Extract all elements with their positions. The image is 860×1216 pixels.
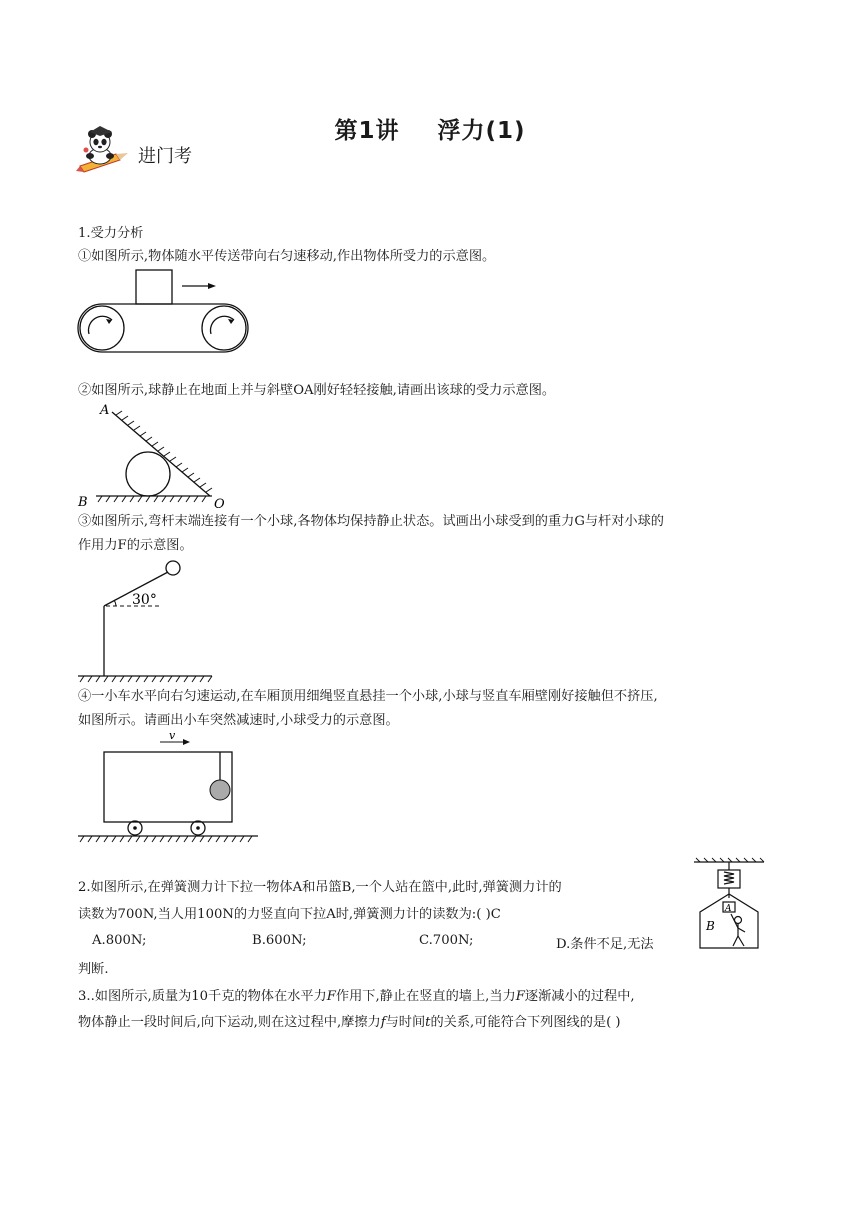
basket-b-label: B: [706, 919, 715, 933]
angle-label: 30°: [132, 592, 157, 608]
q2-text-line1: 2.如图所示,在弹簧测力计下拉一物体A和吊篮B,一个人站在篮中,此时,弹簧测力计的: [78, 880, 562, 895]
q1-part3-text-line1: ③如图所示,弯杆末端连接有一个小球,各物体均保持静止状态。试画出小球受到的重力G与杆对小球的: [78, 514, 664, 529]
q2-text-line3: 判断.: [78, 962, 109, 977]
q3-line1-part-b: 作用下,静止在竖直的墙上,当力: [335, 989, 516, 1004]
q1-part1-text: ①如图所示,物体随水平传送带向右匀速移动,作出物体所受力的示意图。: [78, 249, 496, 264]
q3-line1-part-c: 逐渐减小的过程中,: [524, 989, 635, 1004]
spring-basket-figure: [690, 858, 770, 950]
point-b-label: B: [78, 495, 88, 510]
q3-line2-part-c: 的关系,可能符合下列图线的是( ): [430, 1015, 621, 1030]
force-f-symbol-2: F: [515, 989, 525, 1004]
friction-f-symbol: f: [380, 1015, 386, 1030]
q1-part2-text: ②如图所示,球静止在地面上并与斜壁OA刚好轻轻接触,请画出该球的受力示意图。: [78, 383, 556, 398]
bent-rod-figure: [76, 556, 218, 682]
object-a-label: A: [725, 904, 732, 914]
lecture-number: 第1讲: [334, 118, 400, 144]
panda-mascot-icon: [76, 124, 134, 174]
q3-line2-part-b: 与时间: [385, 1015, 426, 1030]
q3-text-line2: [78, 1013, 621, 1032]
q3-line1-part-a: 3..如图所示,质量为10千克的物体在水平力: [78, 989, 327, 1004]
q1-part3-text-line2: 作用力F的示意图。: [78, 538, 193, 553]
cart-figure: [76, 730, 262, 846]
force-f-symbol: F: [326, 989, 336, 1004]
q2-text-line2: 读数为700N,当人用100N的力竖直向下拉A时,弹簧测力计的读数为:( )C: [78, 907, 501, 922]
time-t-symbol: t: [425, 1015, 431, 1030]
lecture-topic: 浮力(1): [437, 118, 526, 144]
q1-heading: 1.受力分析: [78, 226, 144, 241]
q2-option-c: C.700N;: [419, 933, 474, 948]
conveyor-belt-figure: [76, 268, 252, 356]
q2-option-a: A.800N;: [92, 933, 147, 948]
q2-option-b: B.600N;: [252, 933, 307, 948]
point-o-label: O: [214, 497, 225, 512]
point-a-label: A: [100, 403, 110, 418]
section-label: 进门考: [138, 146, 192, 167]
q3-text-line1: [78, 987, 635, 1006]
ball-slope-figure: [76, 402, 236, 510]
q2-option-d: D.条件不足,无法: [556, 937, 654, 952]
velocity-label: v: [169, 729, 176, 742]
q3-line2-part-a: 物体静止一段时间后,向下运动,则在这过程中,摩擦力: [78, 1015, 381, 1030]
q1-part4-text-line1: ④一小车水平向右匀速运动,在车厢顶用细绳竖直悬挂一个小球,小球与竖直车厢壁刚好接触但不挤压,: [78, 689, 658, 704]
q1-part4-text-line2: 如图所示。请画出小车突然减速时,小球受力的示意图。: [78, 713, 399, 728]
